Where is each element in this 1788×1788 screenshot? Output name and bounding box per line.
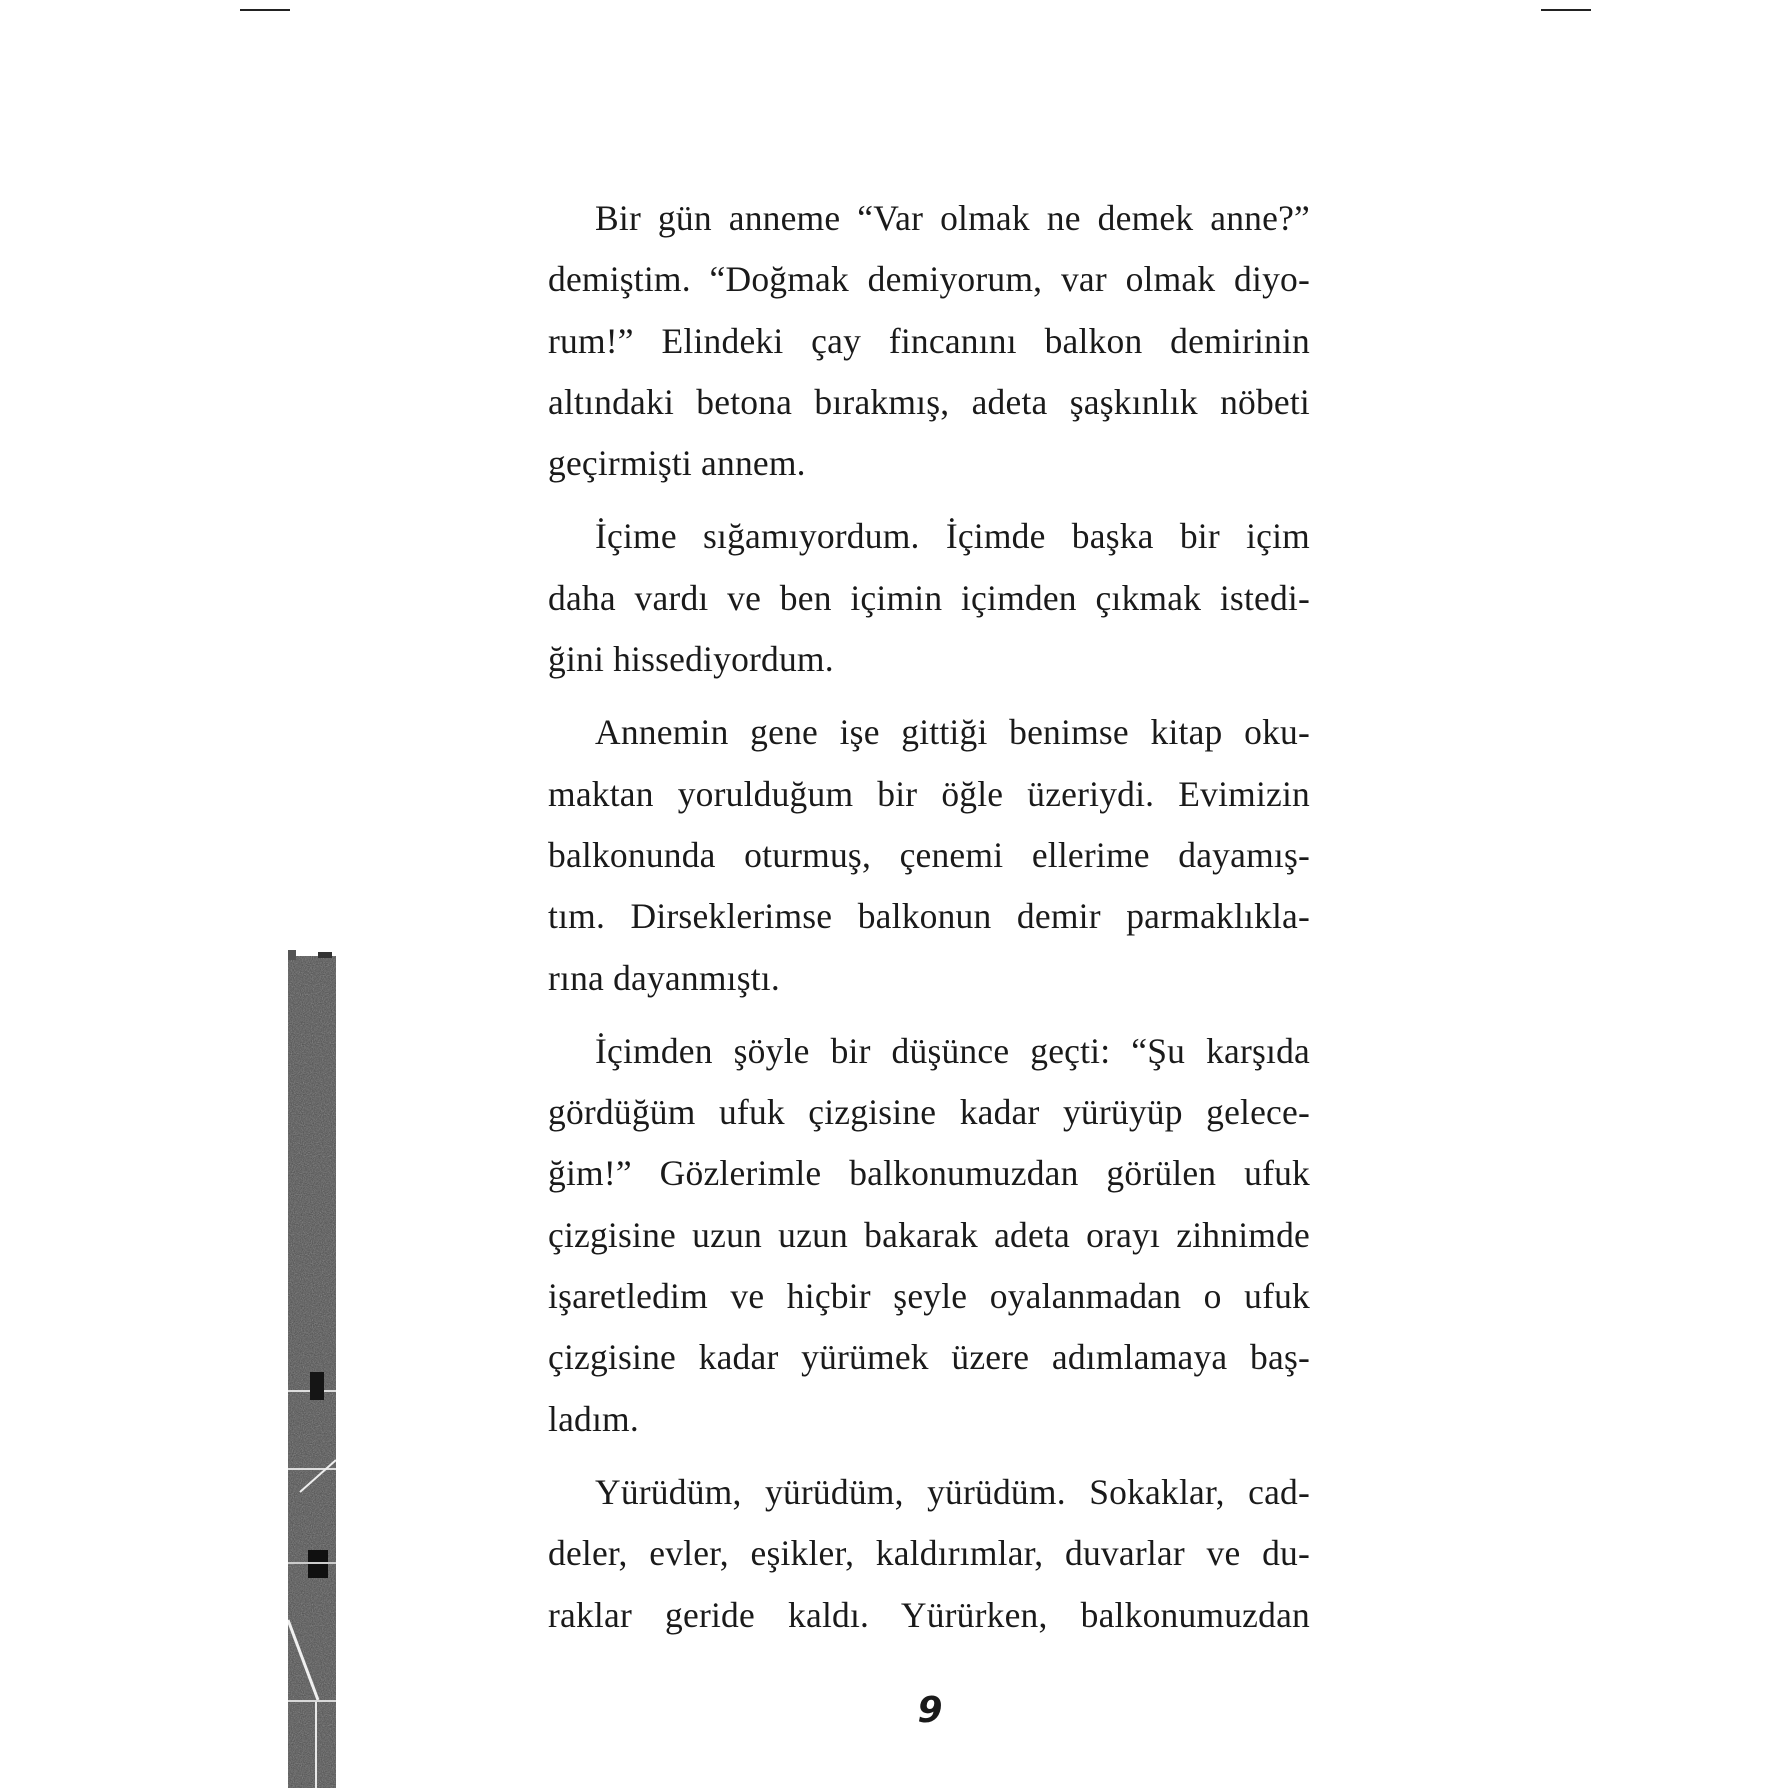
text-line: daha vardı ve ben içimin içimden çıkmak istedi- — [548, 577, 1310, 618]
text-line: rına dayanmıştı. — [548, 957, 780, 998]
text-line: balkonunda oturmuş, çenemi ellerime dayamış- — [548, 834, 1310, 875]
text-line: Annemin gene işe gittiği benimse kitap oku- — [595, 712, 1310, 753]
paragraph — [548, 702, 1310, 1008]
text-line: Yürüdüm, yürüdüm, yürüdüm. Sokaklar, cad- — [595, 1471, 1310, 1512]
text-line: çizgisine uzun uzun bakarak adeta orayı zihnimde — [548, 1214, 1310, 1255]
text-line: raklar geride kaldı. Yürürken, balkonumuzdan — [548, 1594, 1310, 1635]
text-line: gördüğüm ufuk çizgisine kadar yürüyüp gelece- — [548, 1092, 1310, 1133]
text-line: deler, evler, eşikler, kaldırımlar, duvarlar ve du- — [548, 1533, 1310, 1574]
page-number: 9 — [917, 1690, 943, 1731]
text-line: geçirmişti annem. — [548, 443, 806, 484]
text-line: ğim!” Gözlerimle balkonumuzdan görülen ufuk — [548, 1153, 1310, 1194]
text-line: işaretledim ve hiçbir şeyle oyalanmadan o ufuk — [548, 1276, 1310, 1317]
crop-mark-right — [1541, 9, 1591, 11]
paragraph — [548, 1462, 1310, 1646]
text-line: demiştim. “Doğmak demiyorum, var olmak diyo- — [548, 259, 1310, 300]
text-line: çizgisine kadar yürümek üzere adımlamaya baş- — [548, 1337, 1310, 1378]
text-line: maktan yorulduğum bir öğle üzeriydi. Evimizin — [548, 773, 1310, 814]
paragraph — [548, 1021, 1310, 1450]
text-line: tım. Dirseklerimse balkonun demir parmaklıkla- — [548, 896, 1310, 937]
crop-mark-left — [240, 9, 290, 11]
body-text — [548, 188, 1310, 1658]
text-line: Bir gün anneme “Var olmak ne demek anne?” — [595, 198, 1310, 238]
text-line: İçime sığamıyordum. İçimde başka bir içim — [595, 516, 1310, 557]
text-line: İçimden şöyle bir düşünce geçti: “Şu karşıda — [595, 1030, 1310, 1071]
paragraph — [548, 188, 1310, 494]
text-line: ladım. — [548, 1398, 639, 1439]
paragraph — [548, 506, 1310, 690]
text-line: altındaki betona bırakmış, adeta şaşkınlık nöbeti — [548, 381, 1310, 422]
text-line: rum!” Elindeki çay fincanını balkon demirinin — [548, 320, 1310, 361]
text-line: ğini hissediyordum. — [548, 639, 834, 680]
side-illustration-strip — [288, 940, 336, 1788]
